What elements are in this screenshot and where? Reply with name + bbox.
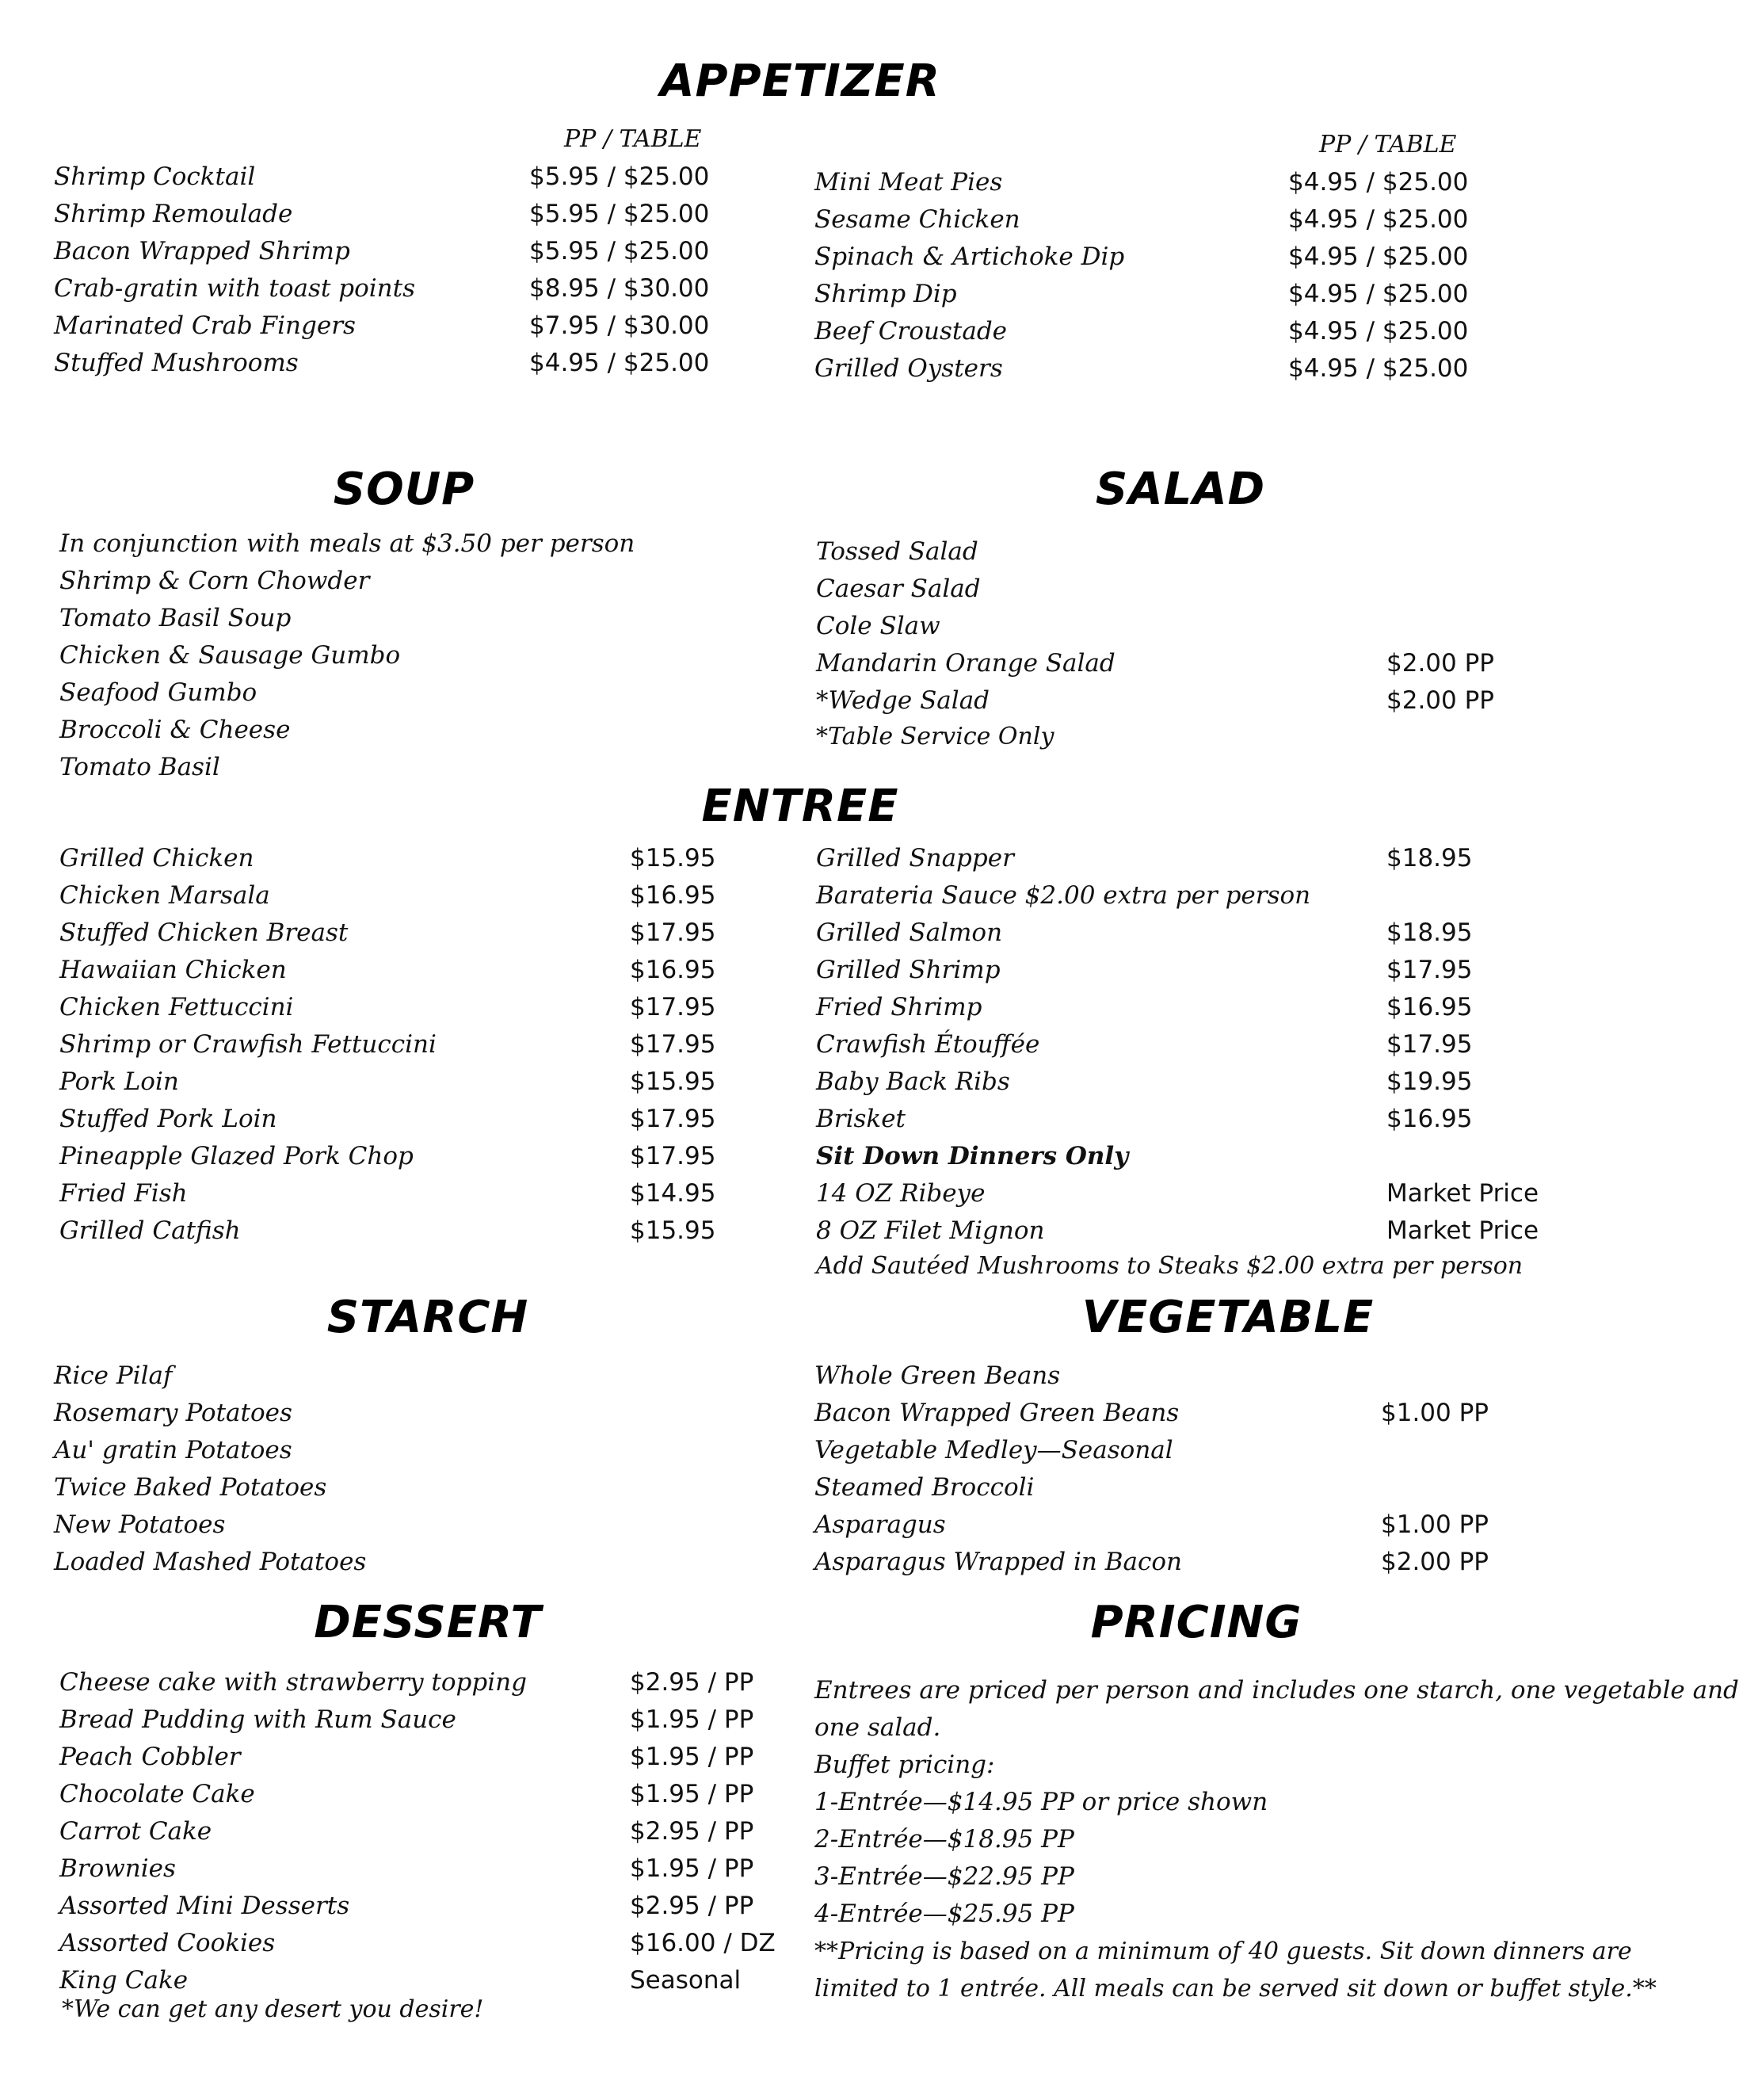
item-price: $17.95 [1386, 1030, 1473, 1059]
item-name: Tomato Basil Soup [59, 604, 292, 632]
appetizer-heading: APPETIZER [660, 55, 940, 107]
item-name: Assorted Mini Desserts [59, 1892, 350, 1920]
pricing-line: one salad. [814, 1713, 941, 1742]
item-name: Grilled Catfish [59, 1216, 241, 1245]
item-name: Grilled Chicken [59, 844, 254, 872]
item-price: $4.95 / $25.00 [1288, 280, 1469, 308]
entree-item [59, 993, 772, 1029]
item-price: $4.95 / $25.00 [1288, 354, 1469, 383]
item-price: $19.95 [1386, 1067, 1473, 1096]
item-name: Seafood Gumbo [59, 678, 257, 707]
pricing-note-line: **Pricing is based on a minimum of 40 guests. Sit down dinners are [814, 1938, 1632, 1965]
soup-heading: SOUP [333, 464, 475, 515]
item-name: Bacon Wrapped Shrimp [54, 237, 350, 265]
salad-item [816, 537, 1529, 574]
starch-item [54, 1361, 767, 1398]
item-price: $4.95 / $25.00 [1288, 168, 1469, 197]
item-price: $2.00 PP [1386, 649, 1494, 678]
entree-item [816, 844, 1529, 880]
appetizer-item [814, 280, 1527, 316]
entree-item [816, 1067, 1529, 1104]
appetizer-item [54, 274, 767, 311]
item-price: $16.95 [1386, 1105, 1473, 1133]
vegetable-item [814, 1399, 1527, 1435]
vegetable-item [814, 1473, 1527, 1510]
vegetable-item [814, 1436, 1527, 1472]
item-name: Marinated Crab Fingers [54, 311, 356, 340]
item-name: Asparagus Wrapped in Bacon [814, 1548, 1182, 1576]
entree-item [816, 1105, 1529, 1141]
pricing-heading: PRICING [1090, 1597, 1302, 1648]
appetizer-item [814, 242, 1527, 279]
entree-item [59, 881, 772, 918]
entree-item [59, 956, 772, 992]
item-name: Pork Loin [59, 1067, 179, 1096]
entree-item [816, 956, 1529, 992]
salad-item [816, 649, 1529, 685]
starch-item [54, 1473, 767, 1510]
vegetable-item [814, 1361, 1527, 1398]
item-name: Loaded Mashed Potatoes [54, 1548, 367, 1576]
item-name: Grilled Snapper [816, 844, 1014, 872]
item-price: $15.95 [630, 1067, 716, 1096]
item-price: $2.95 / PP [630, 1668, 754, 1697]
salad-table-service-note: *Table Service Only [816, 723, 1054, 750]
item-name: Crab-gratin with toast points [54, 274, 415, 303]
appetizer-right-column-header: PP / TABLE [1319, 131, 1457, 158]
item-price: $1.95 / PP [630, 1705, 754, 1734]
item-name: Stuffed Pork Loin [59, 1105, 277, 1133]
item-name: Shrimp Remoulade [54, 200, 293, 228]
soup-item [59, 567, 772, 603]
entree-item [59, 844, 772, 880]
item-name: Whole Green Beans [814, 1361, 1061, 1390]
pricing-line: 4-Entrée—$25.95 PP [814, 1900, 1074, 1928]
item-name: Brownies [59, 1854, 176, 1883]
item-name: Pineapple Glazed Pork Chop [59, 1142, 414, 1170]
pricing-note-line: limited to 1 entrée. All meals can be served sit down or buffet style.** [814, 1975, 1657, 2003]
dessert-item [59, 1743, 772, 1779]
entree-item [59, 1105, 772, 1141]
item-price: $15.95 [630, 1216, 716, 1245]
item-name: Brisket [816, 1105, 906, 1133]
dessert-item [59, 1854, 772, 1891]
item-name: Cheese cake with strawberry topping [59, 1668, 527, 1697]
dessert-note: *We can get any desert you desire! [62, 1995, 484, 2023]
pricing-line: 2-Entrée—$18.95 PP [814, 1825, 1074, 1854]
item-name: Chocolate Cake [59, 1780, 255, 1808]
entree-item [816, 1030, 1529, 1067]
entree-item [816, 918, 1529, 955]
item-price: $4.95 / $25.00 [1288, 205, 1469, 234]
item-name: Twice Baked Potatoes [54, 1473, 327, 1502]
entree-item [59, 1216, 772, 1253]
item-name: Chicken Fettuccini [59, 993, 294, 1021]
item-price: $2.00 PP [1386, 686, 1494, 715]
salad-heading: SALAD [1095, 464, 1266, 515]
entree-item [816, 1142, 1529, 1178]
item-price: Seasonal [630, 1966, 742, 1995]
item-price: $5.95 / $25.00 [529, 200, 710, 228]
entree-item [816, 993, 1529, 1029]
appetizer-item [54, 237, 767, 273]
item-price: $1.95 / PP [630, 1780, 754, 1808]
item-price: $5.95 / $25.00 [529, 162, 710, 191]
salad-item [816, 612, 1529, 648]
item-name: New Potatoes [54, 1510, 226, 1539]
item-name: Spinach & Artichoke Dip [814, 242, 1125, 271]
item-name: Stuffed Chicken Breast [59, 918, 349, 947]
item-price: $17.95 [630, 993, 716, 1021]
item-name: Assorted Cookies [59, 1929, 276, 1957]
appetizer-item [814, 205, 1527, 242]
item-name: 8 OZ Filet Mignon [816, 1216, 1045, 1245]
item-price: $17.95 [1386, 956, 1473, 984]
item-price: $7.95 / $30.00 [529, 311, 710, 340]
item-name: Chicken & Sausage Gumbo [59, 641, 401, 670]
item-price: $15.95 [630, 844, 716, 872]
item-name: Crawfish Étouffée [816, 1030, 1040, 1059]
vegetable-item [814, 1548, 1527, 1584]
soup-item [59, 678, 772, 715]
appetizer-item [54, 200, 767, 236]
item-name: Shrimp Dip [814, 280, 957, 308]
soup-item [59, 716, 772, 752]
item-price: $18.95 [1386, 918, 1473, 947]
entree-item [816, 1216, 1539, 1253]
dessert-item [59, 1892, 772, 1928]
item-name: Au' gratin Potatoes [54, 1436, 292, 1464]
starch-item [54, 1510, 767, 1547]
item-name: Fried Fish [59, 1179, 188, 1208]
entree-item [59, 918, 772, 955]
item-name: Sesame Chicken [814, 205, 1020, 234]
item-name: King Cake [59, 1966, 189, 1995]
item-name: Asparagus [814, 1510, 946, 1539]
item-price: $16.00 / DZ [630, 1929, 776, 1957]
item-price: $14.95 [630, 1179, 716, 1208]
item-price: $16.95 [630, 956, 716, 984]
starch-item [54, 1436, 767, 1472]
entree-item [59, 1142, 772, 1178]
item-price: $17.95 [630, 1142, 716, 1170]
item-price: $4.95 / $25.00 [1288, 317, 1469, 346]
soup-item [59, 529, 772, 566]
item-name: 14 OZ Ribeye [816, 1179, 986, 1208]
entree-item [816, 881, 1529, 918]
item-name: Sit Down Dinners Only [816, 1142, 1129, 1170]
item-price: $4.95 / $25.00 [529, 349, 710, 377]
item-price: $2.95 / PP [630, 1892, 754, 1920]
item-name: Mini Meat Pies [814, 168, 1003, 197]
item-price: $1.00 PP [1381, 1510, 1489, 1539]
item-name: In conjunction with meals at $3.50 per person [59, 529, 635, 558]
item-name: Fried Shrimp [816, 993, 982, 1021]
item-name: Carrot Cake [59, 1817, 212, 1846]
appetizer-item [54, 349, 767, 385]
entree-heading: ENTREE [701, 781, 899, 832]
vegetable-heading: VEGETABLE [1081, 1292, 1375, 1343]
item-price: $17.95 [630, 1030, 716, 1059]
dessert-item [59, 1780, 772, 1816]
entree-item [59, 1067, 772, 1104]
pricing-line: 3-Entrée—$22.95 PP [814, 1862, 1074, 1891]
item-name: Caesar Salad [816, 575, 981, 603]
entree-item [816, 1179, 1539, 1216]
entree-steak-mushroom-note: Add Sautéed Mushrooms to Steaks $2.00 extra per person [816, 1252, 1524, 1280]
item-name: Grilled Oysters [814, 354, 1003, 383]
starch-item [54, 1399, 767, 1435]
item-name: Cole Slaw [816, 612, 940, 640]
starch-heading: STARCH [326, 1292, 529, 1343]
item-name: Hawaiian Chicken [59, 956, 287, 984]
appetizer-item [54, 311, 767, 348]
item-name: *Wedge Salad [816, 686, 990, 715]
appetizer-item [54, 162, 767, 199]
item-name: Grilled Shrimp [816, 956, 1001, 984]
appetizer-item [814, 354, 1527, 391]
item-price: $17.95 [630, 1105, 716, 1133]
appetizer-item [814, 168, 1527, 204]
item-name: Shrimp Cocktail [54, 162, 256, 191]
dessert-item [59, 1705, 772, 1742]
item-price: $1.95 / PP [630, 1743, 754, 1771]
item-name: Stuffed Mushrooms [54, 349, 299, 377]
item-price: $1.95 / PP [630, 1854, 754, 1883]
entree-item [59, 1030, 772, 1067]
soup-item [59, 604, 772, 640]
item-price: $5.95 / $25.00 [529, 237, 710, 265]
salad-item [816, 686, 1529, 723]
soup-item [59, 641, 772, 678]
dessert-item [59, 1817, 772, 1854]
item-name: Steamed Broccoli [814, 1473, 1035, 1502]
dessert-heading: DESSERT [314, 1597, 542, 1648]
item-price: $8.95 / $30.00 [529, 274, 710, 303]
item-name: Broccoli & Cheese [59, 716, 291, 744]
item-name: Peach Cobbler [59, 1743, 241, 1771]
item-name: Rosemary Potatoes [54, 1399, 292, 1427]
item-name: Grilled Salmon [816, 918, 1003, 947]
dessert-item [59, 1668, 772, 1705]
item-name: Shrimp or Crawfish Fettuccini [59, 1030, 437, 1059]
item-name: Bacon Wrapped Green Beans [814, 1399, 1180, 1427]
pricing-line: Entrees are priced per person and includes one starch, one vegetable and [814, 1676, 1739, 1705]
item-price: $16.95 [1386, 993, 1473, 1021]
item-price: Market Price [1386, 1216, 1539, 1245]
item-name: Tomato Basil [59, 753, 220, 781]
item-price: $4.95 / $25.00 [1288, 242, 1469, 271]
item-price: Market Price [1386, 1179, 1539, 1208]
item-name: Barateria Sauce $2.00 extra per person [816, 881, 1311, 910]
item-price: $2.95 / PP [630, 1817, 754, 1846]
entree-item [59, 1179, 772, 1216]
item-price: $16.95 [630, 881, 716, 910]
appetizer-left-column-header: PP / TABLE [564, 125, 702, 153]
pricing-line: 1-Entrée—$14.95 PP or price shown [814, 1788, 1268, 1816]
appetizer-item [814, 317, 1527, 353]
item-name: Baby Back Ribs [816, 1067, 1010, 1096]
vegetable-item [814, 1510, 1527, 1547]
item-price: $17.95 [630, 918, 716, 947]
item-price: $1.00 PP [1381, 1399, 1489, 1427]
item-name: Bread Pudding with Rum Sauce [59, 1705, 456, 1734]
item-name: Chicken Marsala [59, 881, 270, 910]
salad-item [816, 575, 1529, 611]
pricing-line: Buffet pricing: [814, 1751, 995, 1779]
starch-item [54, 1548, 767, 1584]
item-price: $2.00 PP [1381, 1548, 1489, 1576]
item-name: Rice Pilaf [54, 1361, 173, 1390]
item-name: Beef Croustade [814, 317, 1008, 346]
item-price: $18.95 [1386, 844, 1473, 872]
item-name: Shrimp & Corn Chowder [59, 567, 370, 595]
item-name: Mandarin Orange Salad [816, 649, 1115, 678]
item-name: Vegetable Medley—Seasonal [814, 1436, 1173, 1464]
item-name: Tossed Salad [816, 537, 978, 566]
dessert-item [59, 1929, 776, 1965]
